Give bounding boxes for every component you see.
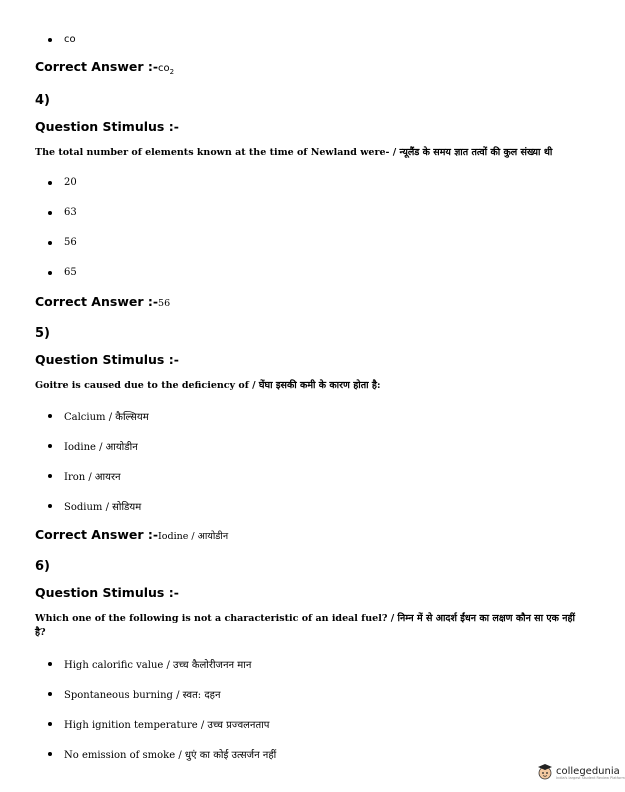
question-number: 6) [35,559,50,574]
brand-tagline: India's largest Student Review Platform [556,776,625,780]
bullet-icon [48,211,52,215]
bullet-icon [48,414,52,418]
bullet-icon [48,181,52,185]
question-number: 4) [35,93,50,108]
correct-answer-q5 [35,527,228,542]
correct-answer-q4 [35,294,170,309]
list-item [48,409,149,423]
bullet-icon [48,692,52,696]
list-item [48,687,221,701]
option-text: Sodium / सोडियम [64,502,142,513]
list-item [48,177,77,188]
option-text: Spontaneous burning / स्वत: दहन [64,690,221,701]
answer-value: Iodine / आयोडीन [158,531,229,542]
correct-answer-label: Correct Answer :- [35,59,159,74]
correct-answer-prev [35,59,174,76]
list-item [48,469,121,483]
answer-value: $co_2$ [158,63,175,76]
list-item [48,237,77,248]
bullet-icon [48,722,52,726]
list-item [48,717,269,731]
question-stimulus-text: Goitre is caused due to the deficiency of / घेंघा इसकी कमी के कारण होता है: [35,380,381,391]
bullet-icon [48,241,52,245]
list-item [48,439,138,453]
bullet-icon [48,504,52,508]
bullet-icon [48,271,52,275]
question-stimulus-label: Question Stimulus :- [35,352,179,367]
answer-value: 56 [158,298,171,309]
brand-name: collegedunia [556,765,620,777]
bullet-icon [48,474,52,478]
option-text: 65 [64,267,77,278]
bullet-icon [48,444,52,448]
option-text: Iodine / आयोडीन [64,442,138,453]
correct-answer-label: Correct Answer :- [35,527,159,542]
list-item [48,657,251,671]
option-text: 56 [64,237,77,248]
list-item [48,267,77,278]
correct-answer-label: Correct Answer :- [35,294,159,309]
question-stimulus-label: Question Stimulus :- [35,585,179,600]
option-text: co [64,34,76,45]
question-stimulus-text: The total number of elements known at the time of Newland were- / न्यूलैंड के समय ज्ञात तत्वों की कुल संख्या थी [35,147,553,158]
mascot-icon [536,762,554,780]
option-text: High calorific value / उच्च कैलोरीजनन मान [64,660,252,671]
option-text: 20 [64,177,77,188]
option-text: Iron / आयरन [64,472,121,483]
bullet-icon [48,662,52,666]
question-stimulus-label: Question Stimulus :- [35,119,179,134]
bullet-icon [48,752,52,756]
option-text: Calcium / कैल्सियम [64,412,149,423]
question-number: 5) [35,326,50,341]
bullet-icon [48,38,52,42]
question-stimulus-text: Which one of the following is not a characteristic of an ideal fuel? / निम्न में से आदर्श ईंधन का लक्षण कौन सा एक नहीं है? [35,613,575,638]
option-text: 63 [64,207,77,218]
list-item [48,34,76,45]
option-text: High ignition temperature / उच्च प्रज्वलनताप [64,720,270,731]
list-item [48,499,141,513]
list-item [48,207,77,218]
option-text: No emission of smoke / धुएं का कोई उत्सर्जन नहीं [64,750,277,761]
list-item [48,747,276,761]
